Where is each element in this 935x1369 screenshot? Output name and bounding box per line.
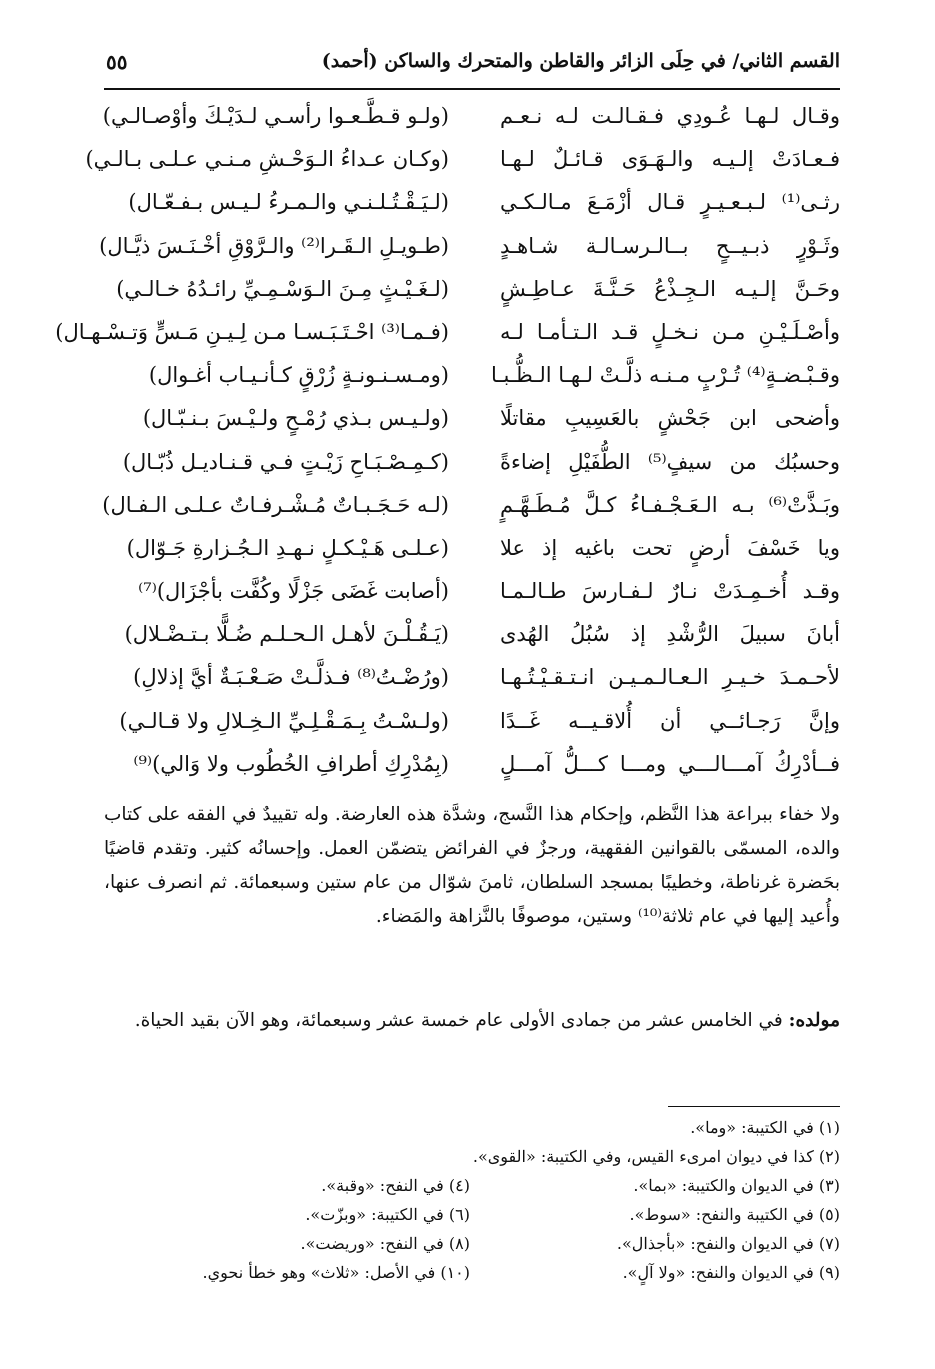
verse-second-hemistich: (لـه حَـجَـبـاتٌ مُـشْـرفـاتٌ عـلـى الـفـال) [102, 492, 449, 517]
verse-second-hemistich: (لـيَـقْـتُـلـنـي والـمـرءُ لـيـس بـفـعّـال) [128, 190, 449, 215]
verse-second-hemistich: (فـمـا⁽³⁾ احْـتَـبَـسـا مـن لِـيـنِ مَـسٍّ وَتـسْـهـال) [55, 319, 449, 344]
poem [55, 100, 840, 791]
verse-second-hemistich: (ولـيـس بـذي رُمْـحٍ ولـيْـسَ بـنـبّـال) [142, 406, 449, 431]
verse-second-hemistich: (بِمُدْرِكِ أطرافِ الخُطُوب ولا وَالي)⁽⁹⁾ [133, 751, 449, 776]
paragraph-text: في الخامس عشر من جمادى الأولى عام خمسة عشر وسبعمائة، وهو الآن بقيد الحياة. [134, 1010, 789, 1031]
verse-line [104, 748, 840, 791]
footnote-row [104, 1176, 840, 1205]
verse-line [104, 446, 840, 489]
verse-line [104, 186, 840, 229]
footnote-row [104, 1118, 840, 1147]
verse-line [104, 359, 840, 402]
verse-first-hemistich: أبانَ سبيلَ الرُّشْدِ إذ سُبُلُ الهُدى [500, 622, 840, 647]
verse-line [55, 316, 840, 359]
verse-line [85, 143, 840, 186]
verse-first-hemistich: وقـد أُخـمِـدَتْ نـارٌ لـفـارسَ طـالـمـا [500, 579, 840, 604]
verse-first-hemistich: وأضحى ابن جَحْشٍ بالعَسِيبِ مقاتلًا [500, 406, 840, 431]
birth-paragraph [104, 1004, 840, 1038]
verse-first-hemistich: وثَـوْرٍ ذبـيــحٍ بــالـرسـالـة شـاهـدٍ [500, 233, 840, 258]
running-header [104, 44, 840, 90]
verse-second-hemistich: (ورُضْـتُ⁽⁸⁾ فـذلَّـتْ صَـعْـبَـةٌ أيَّ إذلالِ) [133, 665, 449, 690]
verse-line [99, 230, 840, 273]
footnote: (٥) في الكتيبة والنفح: «سوط». [629, 1205, 840, 1224]
verse-line [104, 489, 840, 532]
page-number: ٥٥ [106, 50, 128, 74]
footnote: (٤) في النفح: «وقبة». [321, 1176, 470, 1195]
verse-second-hemistich: (وكـان عـداءُ الـوَحْـشِ مـنـي عـلـى بـالـي) [85, 147, 449, 172]
verse-first-hemistich: وحَـنَّ إلـيـه الـجِـذْعُ حَـنَّـةَ عـاطِـشٍ [500, 276, 840, 301]
footnote: (١٠) في الأصل: «ثلاث» وهو خطأ نحوي. [202, 1263, 470, 1282]
verse-first-hemistich: رثـى⁽¹⁾ لـبـعـيـرٍ قـال أزْمَـعَ مـالـكـي [500, 190, 840, 215]
verse-line [104, 575, 840, 618]
verse-first-hemistich: فــأدْرِكُ آمـــالـــي ومـــا كـــلُّ آمـــلٍ [500, 751, 840, 776]
verse-first-hemistich: وأصْـلَـيْـنِ مـن نـخـلٍ قـد الـتـأمـا لـه [500, 319, 840, 344]
verse-first-hemistich: لأحـمـدَ خـيـرِ الـعـالـمـيـن انـتـقـيْـتُـهـا [500, 665, 840, 690]
paragraph-lead: مولده: [788, 1010, 840, 1031]
verse-first-hemistich: فـعـادَتْ إلـيـه والـهَـوَى قـائـلٌ لـهـا [500, 147, 840, 172]
footnote: (٧) في الديوان والنفح: «بأجذال». [616, 1234, 840, 1253]
footnote-row [104, 1234, 840, 1263]
footnote: (٩) في الديوان والنفح: «ولا آلٍ». [622, 1263, 840, 1282]
verse-second-hemistich: (ومـسـنـونـةٍ زُرْقٍ كـأنـيـاب أغـوال) [148, 363, 449, 388]
verse-first-hemistich: وقـال لـهـا عُـودِي فـقـالـت لـه نـعـم [500, 104, 840, 128]
footnote: (٣) في الديوان والكتيبة: «بما». [633, 1176, 840, 1195]
verse-second-hemistich: (كـمِـصْـبَـاحِ زَيْـتٍ فـي قـنـاديـل ذُبّـال) [122, 449, 449, 474]
verse-line [104, 402, 840, 445]
footnote-row [104, 1205, 840, 1234]
verse-line [104, 273, 840, 316]
footnotes [104, 1118, 840, 1292]
verse-second-hemistich: (طـويـلِ الـقَـرا⁽²⁾ والـرَّوْقِ أخْـنَـسَ ذيَّـال) [99, 233, 449, 258]
verse-line [104, 618, 840, 661]
verse-first-hemistich: وبَـذَّتْ⁽⁶⁾ بـه الـعَـجْـفـاءُ كـلَّ مُـطَـهَّـمٍ [500, 492, 840, 517]
verse-first-hemistich: ويا خَسْفَ أرضٍ تحت باغيه إذ علا [500, 535, 840, 560]
verse-second-hemistich: (ولـو قـطَّـعـوا رأسـي لـدَيْـكَ وأوْصـالـي) [102, 104, 449, 128]
footnote-row [104, 1263, 840, 1292]
footnote-row [104, 1147, 840, 1176]
verse-first-hemistich: وقـبْـضـةٍ⁽⁴⁾ تُـرْبٍ مـنـه ذلَّـتْ لـهـا الـظُّـبـا [490, 363, 840, 388]
verse-line [104, 705, 840, 748]
verse-line [104, 100, 840, 143]
footnote: (٢) كذا في ديوان امرىء القيس، وفي الكتيبة: «القوى». [472, 1147, 840, 1166]
header-title: القسم الثاني/ في حِلَى الزائر والقاطن والمتحرك والساكن (أحمد) [321, 50, 840, 72]
footnote-separator [668, 1106, 840, 1107]
verse-line [104, 532, 840, 575]
verse-first-hemistich: وحسبُك من سيفٍ⁽⁵⁾ الطُّفَيْلِ إضاءةً [500, 449, 840, 474]
footnote: (٦) في الكتيبة: «وبزّت». [305, 1205, 470, 1224]
footnote: (٨) في النفح: «وريضت». [300, 1234, 470, 1253]
verse-second-hemistich: (عـلـى هَـيْـكـلٍ نـهـدِ الـجُـزارةِ جَـوّال) [126, 535, 449, 560]
verse-first-hemistich: وإنَّ رَجـائــي أن أُلاقـيــه غَــدًا [500, 708, 840, 733]
footnote: (١) في الكتيبة: «وما». [690, 1118, 840, 1137]
body-paragraph: ولا خفاء ببراعة هذا النَّظم، وإحكام هذا النَّسج، وشدَّة هذه العارضة. وله تقييدٌ في الفقه على كتاب والده، المسمّى بالقوانين الفقهية، ورجزٌ في الفرائض يتضمّن العمل. وإحسانُه كثير. وتقدم قاضيًا بحَضرة غرناطة، وخطيبًا بمسجد السلطان، ثامنَ شوّال من عام ستين وسبعمائة. ثم انصرف عنها، وأُعيد إليها في عام ثلاثة⁽¹⁰⁾ وستين، موصوفًا بالنَّزاهة والمَضاء. [104, 804, 840, 927]
verse-line [104, 661, 840, 704]
verse-second-hemistich: (ولـسْـتُ بِـمَـقْـلِـيِّ الـخِـلالِ ولا قـالـي) [119, 708, 449, 733]
verse-second-hemistich: (أصابت غَضَى جَزْلًا وكُفَّت بأجْزَال)⁽⁷⁾ [138, 579, 449, 604]
verse-second-hemistich: (لـغَـيْـثٍ مِـنَ الـوَسْـمِـيِّ رائـدُهُ خـالـي) [116, 276, 449, 301]
verse-second-hemistich: (يَـقُـلْـنَ لأهـل الـحـلـم ضُـلًّا بـتـضْـلال) [124, 622, 449, 647]
